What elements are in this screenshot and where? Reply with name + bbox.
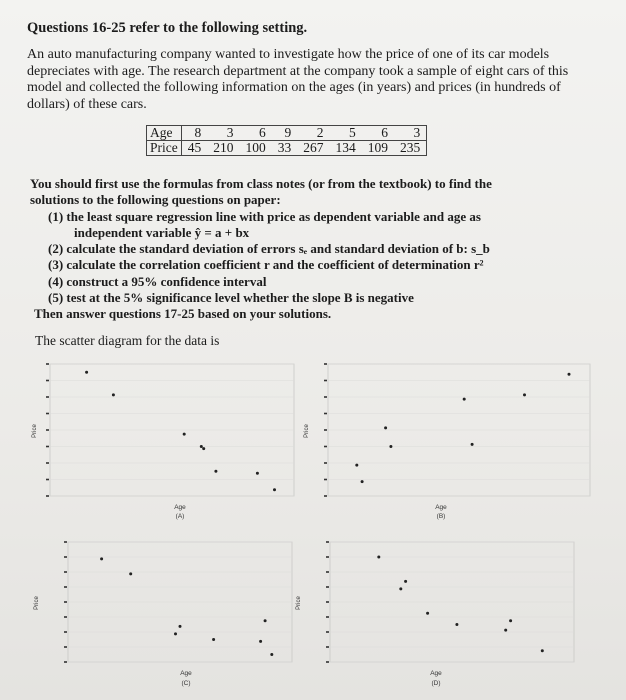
data-point bbox=[361, 480, 364, 483]
data-point bbox=[509, 619, 512, 622]
price-row bbox=[147, 141, 427, 156]
data-point bbox=[455, 623, 458, 626]
price-cell: 210 bbox=[207, 141, 239, 156]
data-point bbox=[256, 472, 259, 475]
scatter-plot-c-svg bbox=[46, 538, 298, 668]
data-point bbox=[384, 426, 387, 429]
plot-a-option: (A) bbox=[175, 513, 185, 520]
data-point bbox=[355, 464, 358, 467]
plot-a-ylabel: Price bbox=[31, 424, 38, 438]
price-cell: 267 bbox=[297, 141, 329, 156]
age-cell: 5 bbox=[330, 126, 362, 141]
plot-c-option: (C) bbox=[181, 680, 191, 687]
data-point bbox=[183, 433, 186, 436]
scatter-plot-b bbox=[303, 360, 596, 502]
data-point bbox=[504, 629, 507, 632]
age-cell: 9 bbox=[272, 126, 298, 141]
data-point bbox=[404, 580, 407, 583]
age-cell: 3 bbox=[207, 126, 239, 141]
data-point bbox=[541, 649, 544, 652]
scatter-plot-d-svg bbox=[308, 538, 580, 668]
scatter-plot-a-svg bbox=[28, 360, 300, 502]
plot-b-option: (B) bbox=[436, 513, 446, 520]
plot-a-xlabel: Age bbox=[174, 504, 186, 511]
age-cell: 3 bbox=[394, 126, 427, 141]
scatter-plot-b-svg bbox=[303, 360, 596, 502]
instructions bbox=[30, 176, 590, 323]
scatter-plot-d bbox=[308, 538, 580, 668]
price-cell: 100 bbox=[240, 141, 272, 156]
data-point bbox=[471, 443, 474, 446]
data-point bbox=[463, 398, 466, 401]
instruction-line: (4) construct a 95% confidence interval bbox=[48, 273, 267, 289]
data-point bbox=[377, 556, 380, 559]
data-point bbox=[129, 572, 132, 575]
plot-c-xlabel: Age bbox=[180, 670, 192, 677]
data-point bbox=[202, 447, 205, 450]
plot-b-ylabel: Price bbox=[303, 424, 310, 438]
data-point bbox=[85, 371, 88, 374]
age-cell: 2 bbox=[297, 126, 329, 141]
data-point bbox=[179, 625, 182, 628]
intro-paragraph: An auto manufacturing company wanted to investigate how the price of one of its car models depreciates with age. The research department at the company took a sample of eight cars of this model and collected the following information on the ages (in years) and prices (in hundreds of dollars) of these cars. bbox=[27, 47, 569, 112]
plot-c-ylabel: Price bbox=[33, 596, 40, 610]
age-cell: 6 bbox=[362, 126, 394, 141]
price-cell: 235 bbox=[394, 141, 427, 156]
data-point bbox=[389, 445, 392, 448]
price-cell: 109 bbox=[362, 141, 394, 156]
data-point bbox=[399, 587, 402, 590]
instruction-line: independent variable ŷ = a + bx bbox=[74, 224, 250, 240]
price-label: Price bbox=[147, 141, 182, 156]
data-point bbox=[174, 632, 177, 635]
instruction-line: You should first use the formulas from class notes (or from the textbook) to find the bbox=[30, 176, 492, 191]
price-cell: 33 bbox=[272, 141, 298, 156]
data-point bbox=[214, 470, 217, 473]
instruction-line: (1) the least square regression line with price as dependent variable and age as bbox=[48, 208, 481, 224]
instruction-line: Then answer questions 17-25 based on your solutions. bbox=[34, 306, 332, 322]
age-price-table bbox=[146, 125, 427, 156]
data-point bbox=[426, 612, 429, 615]
data-point bbox=[568, 373, 571, 376]
price-cell: 134 bbox=[330, 141, 362, 156]
scatter-caption: The scatter diagram for the data is bbox=[35, 333, 220, 348]
instruction-line: (5) test at the 5% significance level whether the slope B is negative bbox=[48, 290, 414, 306]
data-point bbox=[112, 393, 115, 396]
data-point bbox=[259, 640, 262, 643]
instruction-line: (3) calculate the correlation coefficient r and the coefficient of determination r² bbox=[48, 257, 484, 273]
heading: Questions 16-25 refer to the following setting. bbox=[27, 20, 308, 36]
scatter-plot-c bbox=[46, 538, 298, 668]
scatter-plot-a bbox=[28, 360, 300, 502]
data-point bbox=[200, 445, 203, 448]
data-point bbox=[264, 619, 267, 622]
age-row bbox=[147, 126, 427, 141]
plot-d-xlabel: Age bbox=[430, 670, 442, 677]
age-cell: 6 bbox=[240, 126, 272, 141]
price-cell: 45 bbox=[181, 141, 207, 156]
data-point bbox=[273, 488, 276, 491]
data-point bbox=[523, 393, 526, 396]
data-point bbox=[270, 653, 273, 656]
age-label: Age bbox=[147, 126, 182, 141]
data-point bbox=[212, 638, 215, 641]
age-cell: 8 bbox=[181, 126, 207, 141]
plot-b-xlabel: Age bbox=[435, 504, 447, 511]
instruction-line: (2) calculate the standard deviation of errors sₑ and standard deviation of b: s_b bbox=[48, 241, 490, 257]
plot-d-option: (D) bbox=[431, 680, 441, 687]
instruction-line: solutions to the following questions on paper: bbox=[30, 192, 281, 208]
plot-d-ylabel: Price bbox=[295, 596, 302, 610]
data-point bbox=[100, 557, 103, 560]
